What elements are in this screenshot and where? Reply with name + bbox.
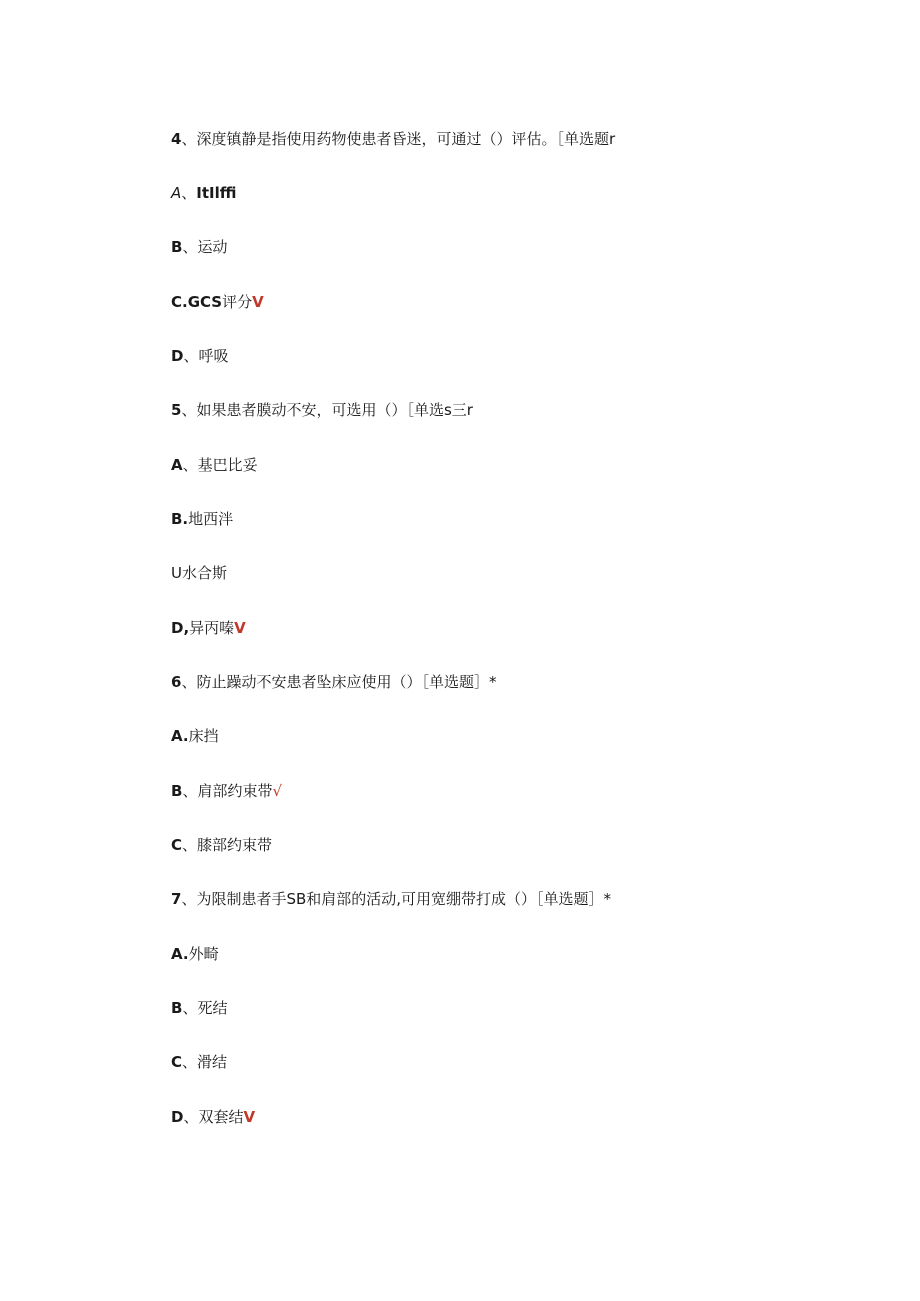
option-key: B. [171, 510, 189, 528]
question-7-stem [171, 889, 611, 909]
option-text: 运动 [197, 238, 228, 256]
option-key: C [171, 1053, 183, 1071]
option-separator: 、 [181, 184, 197, 202]
option-text: 双套结 [198, 1108, 244, 1126]
option-key: A. [171, 727, 189, 745]
option-text: 肩部约束带 [197, 782, 273, 800]
question-text: 、为限制患者手SB和肩部的活动,可用宽绷带打成（）［单选题］* [181, 890, 612, 908]
correct-mark: √ [272, 782, 283, 800]
option-text: 地西泮 [188, 510, 234, 528]
question-text: 、如果患者膜动不安，可选用（）［单选s三r [181, 401, 473, 419]
option-4b [171, 237, 227, 257]
option-text: 评分 [222, 293, 253, 311]
option-7c [171, 1052, 227, 1072]
option-separator: 、 [182, 238, 198, 256]
question-4-stem [171, 129, 615, 149]
correct-mark: V [234, 619, 246, 637]
option-7a [171, 944, 219, 964]
correct-mark: V [252, 293, 264, 311]
question-number: 5 [171, 401, 182, 419]
option-separator: 、 [182, 1053, 198, 1071]
option-4d [171, 346, 228, 366]
option-separator: 、 [182, 782, 198, 800]
option-text: 床挡 [188, 727, 219, 745]
option-text: 死结 [197, 999, 228, 1017]
question-text: 、防止躁动不安患者坠床应使用（）［单选题］* [181, 673, 497, 691]
option-separator: 、 [183, 347, 199, 365]
option-text: 呼吸 [198, 347, 229, 365]
question-number: 6 [171, 673, 182, 691]
option-text: 异丙嗪 [189, 619, 235, 637]
option-text: 基巴比妥 [197, 456, 258, 474]
option-text: 膝部约束带 [197, 836, 273, 854]
option-separator: 、 [182, 836, 198, 854]
option-text: ItIlffi [196, 184, 237, 202]
option-key: C [171, 836, 183, 854]
option-key: A [171, 184, 182, 202]
option-4c [171, 292, 264, 312]
question-6-stem [171, 672, 496, 692]
option-key: D [171, 347, 184, 365]
option-text: 滑结 [197, 1053, 228, 1071]
option-text: 外畸 [188, 945, 219, 963]
option-key: D, [171, 619, 190, 637]
option-separator: 、 [183, 1108, 199, 1126]
option-5b [171, 509, 233, 529]
question-number: 7 [171, 890, 182, 908]
correct-mark: V [243, 1108, 256, 1126]
option-6a [171, 726, 219, 746]
option-7b [171, 998, 227, 1018]
option-key: A. [171, 945, 189, 963]
option-5a [171, 455, 258, 475]
option-key: B [171, 782, 183, 800]
option-key: B [171, 999, 183, 1017]
option-key: D [171, 1108, 184, 1126]
option-separator: 、 [182, 999, 198, 1017]
option-key: B [171, 238, 183, 256]
question-5-stem [171, 400, 473, 420]
option-5c [171, 563, 227, 583]
option-separator: 、 [182, 456, 198, 474]
option-key: C.GCS [171, 293, 223, 311]
option-6b [171, 781, 282, 801]
option-text: U水合斯 [171, 564, 227, 582]
option-6c [171, 835, 272, 855]
option-7d [171, 1107, 255, 1127]
option-4a [171, 183, 236, 203]
option-key: A [171, 456, 183, 474]
option-5d [171, 618, 246, 638]
question-text: 、深度镇静是指使用药物使患者昏迷，可通过（）评估。［单选题r [181, 130, 616, 148]
question-number: 4 [171, 130, 182, 148]
